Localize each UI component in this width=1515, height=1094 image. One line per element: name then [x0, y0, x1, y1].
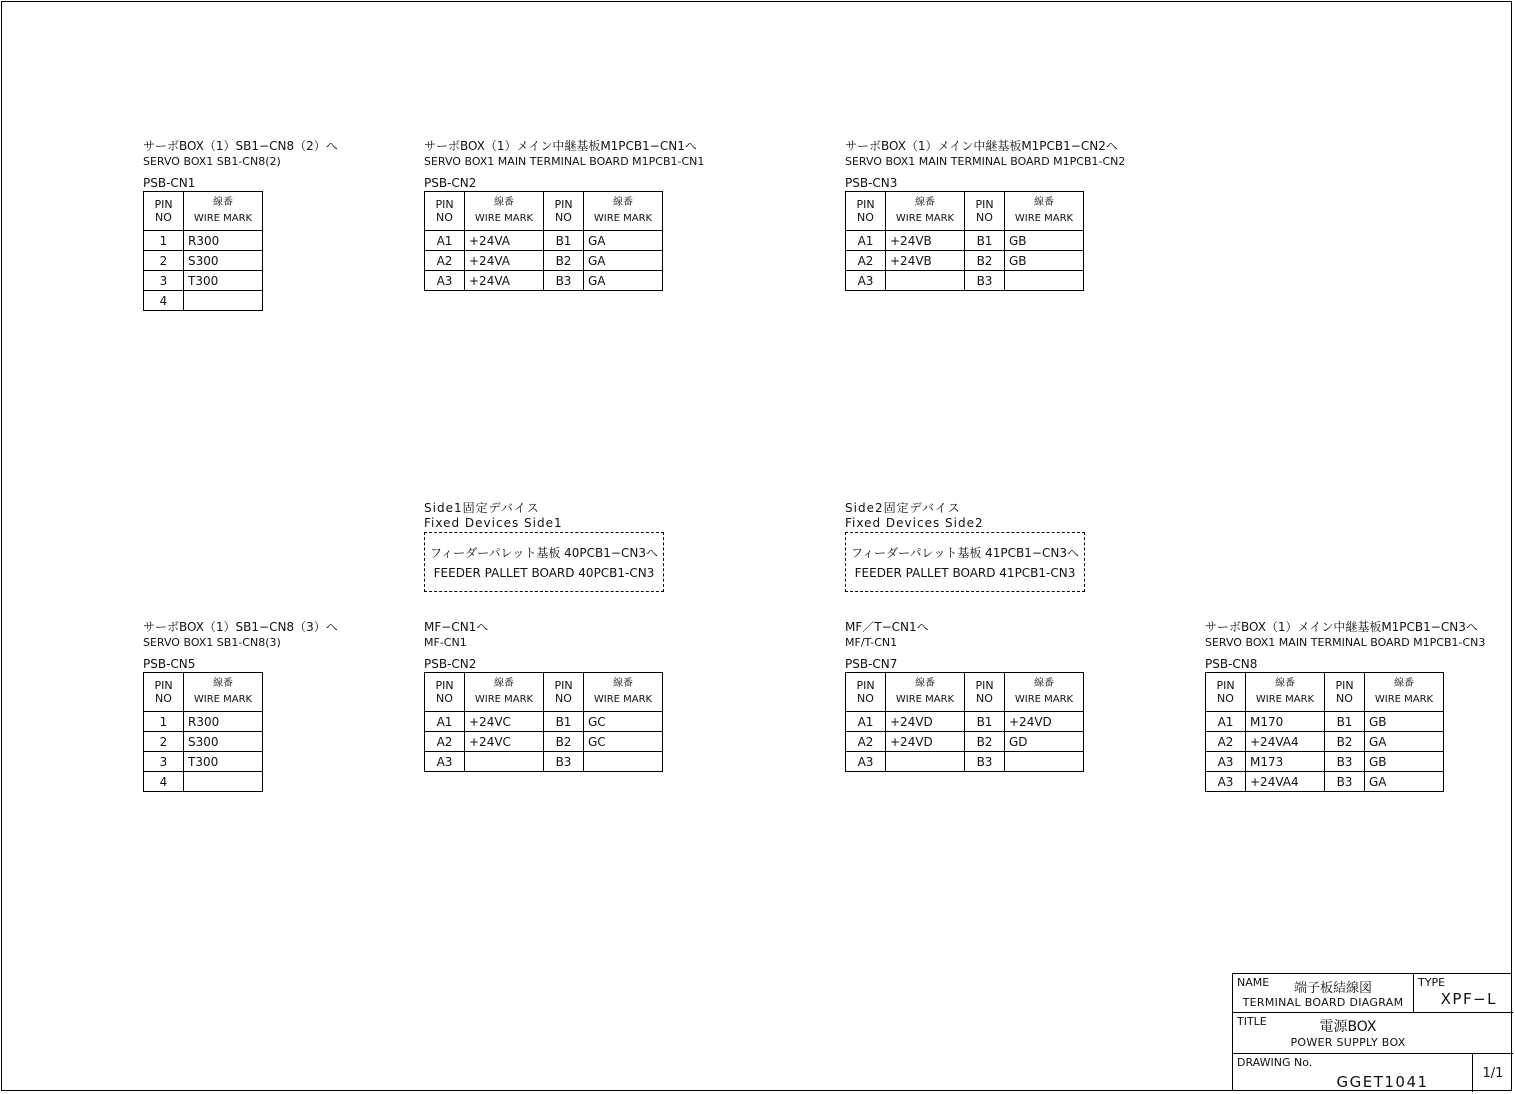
pin-table — [845, 672, 1084, 772]
pin-table-header — [425, 673, 663, 712]
drawing-cell — [1233, 1054, 1473, 1092]
pin-row — [846, 752, 1084, 772]
wire-mark: +24VD — [1005, 712, 1084, 732]
fixed-devices-title-jp: Side2固定デバイス — [845, 501, 961, 515]
drawing-label: DRAWING No. — [1237, 1056, 1313, 1069]
fixed-devices-box-jp: フィーダーパレット基板 40PCB1−CN3へ — [430, 546, 658, 560]
wire-mark: GA — [584, 271, 663, 291]
pin-no-header — [965, 192, 1005, 231]
wire-mark: T300 — [184, 752, 263, 772]
title-block — [1232, 973, 1512, 1091]
pin-header-line2: NO — [436, 692, 453, 705]
pin-table — [424, 672, 663, 772]
pin-header-line1: PIN — [856, 198, 875, 211]
wire-mark: M170 — [1246, 712, 1325, 732]
wire-mark: +24VD — [886, 712, 965, 732]
pin-number: B2 — [965, 732, 1005, 752]
wire-header-jp: 線番 — [1034, 197, 1054, 208]
pin-number: B2 — [544, 251, 584, 271]
pin-number: 3 — [144, 752, 184, 772]
pin-number: A2 — [1206, 732, 1246, 752]
connector-name: PSB-CN1 — [143, 176, 196, 190]
pin-header-line2: NO — [436, 211, 453, 224]
connector-block — [845, 620, 1084, 772]
pin-row — [144, 291, 263, 311]
wire-header-en: WIRE MARK — [895, 694, 955, 705]
pin-header-line2: NO — [1336, 692, 1353, 705]
pin-header-line1: PIN — [435, 679, 454, 692]
title-label: TITLE — [1237, 1015, 1267, 1028]
pin-number: 2 — [144, 732, 184, 752]
wire-mark: +24VA — [465, 271, 544, 291]
wire-mark-header — [465, 673, 544, 712]
wire-mark: +24VA — [465, 251, 544, 271]
wire-mark — [1005, 271, 1084, 291]
wire-mark — [184, 772, 263, 792]
pin-header-line2: NO — [155, 692, 172, 705]
pin-number: B3 — [544, 271, 584, 291]
pin-row — [846, 231, 1084, 251]
pin-header-line2: NO — [857, 692, 874, 705]
wire-mark — [886, 271, 965, 291]
pin-no-header — [144, 192, 184, 231]
pin-row — [846, 732, 1084, 752]
pin-header-line1: PIN — [856, 679, 875, 692]
wire-mark: T300 — [184, 271, 263, 291]
pin-number: B1 — [544, 231, 584, 251]
pin-number: A3 — [846, 271, 886, 291]
wire-mark — [184, 291, 263, 311]
pin-table-header — [144, 673, 263, 712]
connector-destination-en: MF/T-CN1 — [845, 636, 898, 649]
wire-mark — [465, 752, 544, 772]
wire-header-jp: 線番 — [494, 678, 514, 689]
pin-number: A3 — [846, 752, 886, 772]
wire-mark: GB — [1005, 251, 1084, 271]
wire-mark — [584, 752, 663, 772]
wire-header-jp: 線番 — [915, 678, 935, 689]
pin-number: B1 — [965, 231, 1005, 251]
wire-mark-header — [886, 192, 965, 231]
pin-table-header — [846, 192, 1084, 231]
type-value: XPF−L — [1440, 990, 1497, 1008]
pin-row — [425, 251, 663, 271]
fixed-devices-box — [424, 532, 664, 592]
connector-destination-jp: MF−CN1へ — [424, 620, 489, 634]
pin-row — [1206, 712, 1444, 732]
pin-number: B1 — [544, 712, 584, 732]
pin-number: A3 — [425, 271, 465, 291]
pin-row — [144, 752, 263, 772]
wire-header-en: WIRE MARK — [474, 213, 534, 224]
pin-number: B2 — [965, 251, 1005, 271]
title-cell — [1233, 1013, 1513, 1054]
wire-mark-header — [465, 192, 544, 231]
pin-row — [1206, 772, 1444, 792]
pin-table-header — [846, 673, 1084, 712]
wire-header-jp: 線番 — [613, 197, 633, 208]
pin-header-line1: PIN — [554, 679, 573, 692]
connector-block — [1205, 620, 1485, 792]
wire-header-en: WIRE MARK — [1014, 213, 1074, 224]
connector-name: PSB-CN3 — [845, 176, 898, 190]
pin-row — [144, 271, 263, 291]
pin-number: A1 — [425, 231, 465, 251]
wire-mark: GB — [1365, 712, 1444, 732]
pin-table — [143, 191, 263, 311]
wire-header-jp: 線番 — [1394, 678, 1414, 689]
type-cell — [1414, 974, 1513, 1013]
pin-table — [143, 672, 263, 792]
pin-no-header — [1325, 673, 1365, 712]
name-label: NAME — [1237, 976, 1270, 989]
pin-header-line2: NO — [555, 692, 572, 705]
connector-destination-en: SERVO BOX1 MAIN TERMINAL BOARD M1PCB1-CN2 — [845, 155, 1126, 168]
pin-row — [425, 271, 663, 291]
pin-number: B1 — [965, 712, 1005, 732]
pin-number: A2 — [846, 732, 886, 752]
pin-number: A3 — [425, 752, 465, 772]
wire-mark-header — [1005, 673, 1084, 712]
fixed-devices-side2 — [845, 501, 1085, 592]
pin-header-line1: PIN — [1216, 679, 1235, 692]
pin-number: B3 — [544, 752, 584, 772]
pin-header-line2: NO — [155, 211, 172, 224]
connector-destination-jp: サーボBOX（1）メイン中継基板M1PCB1−CN3へ — [1205, 620, 1478, 634]
wire-header-en: WIRE MARK — [593, 694, 653, 705]
wire-header-en: WIRE MARK — [895, 213, 955, 224]
wire-mark-header — [584, 192, 663, 231]
pin-number: A3 — [1206, 752, 1246, 772]
pin-number: A1 — [846, 712, 886, 732]
pin-number: A2 — [846, 251, 886, 271]
pin-table — [845, 191, 1084, 291]
fixed-devices-side1 — [424, 501, 664, 592]
wire-mark: +24VB — [886, 251, 965, 271]
pin-number: 1 — [144, 231, 184, 251]
pin-number: B3 — [1325, 772, 1365, 792]
wire-mark: +24VB — [886, 231, 965, 251]
pin-row — [144, 732, 263, 752]
pin-no-header — [144, 673, 184, 712]
drawing-number: GGET1041 — [1336, 1073, 1429, 1091]
wire-mark: GC — [584, 732, 663, 752]
connector-name: PSB-CN8 — [1205, 657, 1258, 671]
fixed-devices-box-jp: フィーダーパレット基板 41PCB1−CN3へ — [851, 546, 1079, 560]
pin-number: 1 — [144, 712, 184, 732]
wire-mark: GA — [1365, 772, 1444, 792]
pin-table-header — [1206, 673, 1444, 712]
pin-number: B1 — [1325, 712, 1365, 732]
wire-mark: GB — [1365, 752, 1444, 772]
pin-header-line1: PIN — [154, 198, 173, 211]
pin-no-header — [846, 192, 886, 231]
pin-number: B3 — [965, 752, 1005, 772]
pin-row — [846, 251, 1084, 271]
pin-no-header — [846, 673, 886, 712]
name-en: TERMINAL BOARD DIAGRAM — [1242, 996, 1404, 1009]
pin-row — [425, 732, 663, 752]
pin-table — [424, 191, 663, 291]
fixed-devices-box-en: FEEDER PALLET BOARD 41PCB1-CN3 — [854, 566, 1076, 580]
pin-number: A2 — [425, 251, 465, 271]
wire-mark: R300 — [184, 231, 263, 251]
wire-header-jp: 線番 — [915, 197, 935, 208]
sheet-number: 1/1 — [1482, 1066, 1504, 1081]
pin-row — [425, 752, 663, 772]
connector-block — [143, 620, 338, 792]
connector-name: PSB-CN2 — [424, 176, 477, 190]
type-label: TYPE — [1418, 976, 1446, 989]
wire-header-en: WIRE MARK — [193, 213, 253, 224]
wire-mark-header — [584, 673, 663, 712]
wire-header-jp: 線番 — [213, 197, 233, 208]
pin-header-line2: NO — [976, 692, 993, 705]
wire-mark: M173 — [1246, 752, 1325, 772]
pin-header-line2: NO — [857, 211, 874, 224]
name-cell — [1233, 974, 1414, 1013]
wire-mark: +24VC — [465, 712, 544, 732]
fixed-devices-box-en: FEEDER PALLET BOARD 40PCB1-CN3 — [433, 566, 655, 580]
name-jp: 端子板結線図 — [1293, 981, 1372, 996]
sheet-cell — [1473, 1054, 1513, 1092]
pin-number: B2 — [1325, 732, 1365, 752]
wire-header-en: WIRE MARK — [474, 694, 534, 705]
wire-header-jp: 線番 — [613, 678, 633, 689]
wire-header-en: WIRE MARK — [593, 213, 653, 224]
wire-mark: GA — [1365, 732, 1444, 752]
pin-number: B2 — [544, 732, 584, 752]
pin-number: A1 — [846, 231, 886, 251]
pin-number: B3 — [1325, 752, 1365, 772]
wire-mark: S300 — [184, 251, 263, 271]
connector-name: PSB-CN7 — [845, 657, 898, 671]
wire-header-jp: 線番 — [1034, 678, 1054, 689]
pin-row — [144, 712, 263, 732]
pin-number: A2 — [425, 732, 465, 752]
wire-mark: +24VA4 — [1246, 732, 1325, 752]
pin-header-line1: PIN — [975, 679, 994, 692]
fixed-devices-title-jp: Side1固定デバイス — [424, 501, 540, 515]
fixed-devices-box — [845, 532, 1085, 592]
pin-number: 4 — [144, 291, 184, 311]
pin-number: A3 — [1206, 772, 1246, 792]
wire-header-jp: 線番 — [494, 197, 514, 208]
pin-number: A1 — [425, 712, 465, 732]
connector-destination-en: SERVO BOX1 SB1-CN8(2) — [143, 155, 281, 168]
wire-mark: GC — [584, 712, 663, 732]
title-jp: 電源BOX — [1319, 1019, 1377, 1035]
pin-row — [846, 271, 1084, 291]
wire-mark: R300 — [184, 712, 263, 732]
connector-name: PSB-CN5 — [143, 657, 196, 671]
wire-mark: GA — [584, 251, 663, 271]
pin-table — [1205, 672, 1444, 792]
wire-mark-header — [1365, 673, 1444, 712]
pin-header-line1: PIN — [435, 198, 454, 211]
pin-header-line1: PIN — [554, 198, 573, 211]
pin-number: 2 — [144, 251, 184, 271]
pin-row — [425, 231, 663, 251]
pin-no-header — [544, 673, 584, 712]
pin-table-header — [425, 192, 663, 231]
pin-row — [144, 251, 263, 271]
pin-no-header — [1206, 673, 1246, 712]
connector-destination-en: SERVO BOX1 SB1-CN8(3) — [143, 636, 281, 649]
connector-name: PSB-CN2 — [424, 657, 477, 671]
title-en: POWER SUPPLY BOX — [1290, 1036, 1406, 1049]
connector-destination-jp: MF／T−CN1へ — [845, 620, 929, 634]
pin-header-line1: PIN — [975, 198, 994, 211]
wire-header-en: WIRE MARK — [1255, 694, 1315, 705]
wire-header-jp: 線番 — [1275, 678, 1295, 689]
pin-no-header — [425, 673, 465, 712]
pin-number: A1 — [1206, 712, 1246, 732]
pin-number: 4 — [144, 772, 184, 792]
wire-mark: +24VA4 — [1246, 772, 1325, 792]
pin-row — [144, 772, 263, 792]
fixed-devices-title-en: Fixed Devices Side1 — [424, 516, 563, 530]
pin-number: 3 — [144, 271, 184, 291]
pin-row — [144, 231, 263, 251]
connector-destination-en: SERVO BOX1 MAIN TERMINAL BOARD M1PCB1-CN1 — [424, 155, 705, 168]
pin-no-header — [425, 192, 465, 231]
pin-row — [425, 712, 663, 732]
pin-no-header — [965, 673, 1005, 712]
connector-destination-en: SERVO BOX1 MAIN TERMINAL BOARD M1PCB1-CN3 — [1205, 636, 1486, 649]
wire-mark: +24VC — [465, 732, 544, 752]
wire-mark — [886, 752, 965, 772]
wire-header-jp: 線番 — [213, 678, 233, 689]
pin-header-line1: PIN — [1335, 679, 1354, 692]
wire-header-en: WIRE MARK — [193, 694, 253, 705]
connector-block — [424, 620, 663, 772]
wire-mark-header — [886, 673, 965, 712]
pin-header-line1: PIN — [154, 679, 173, 692]
wire-mark: GB — [1005, 231, 1084, 251]
connector-block — [845, 139, 1125, 291]
connector-block — [143, 139, 338, 311]
wire-mark: +24VD — [886, 732, 965, 752]
pin-table-header — [144, 192, 263, 231]
wire-mark-header — [1005, 192, 1084, 231]
wire-mark — [1005, 752, 1084, 772]
pin-header-line2: NO — [1217, 692, 1234, 705]
connector-destination-jp: サーボBOX（1）メイン中継基板M1PCB1−CN1へ — [424, 139, 697, 153]
pin-no-header — [544, 192, 584, 231]
pin-header-line2: NO — [976, 211, 993, 224]
wire-header-en: WIRE MARK — [1014, 694, 1074, 705]
connector-destination-jp: サーボBOX（1）メイン中継基板M1PCB1−CN2へ — [845, 139, 1118, 153]
pin-row — [1206, 752, 1444, 772]
wire-mark: GD — [1005, 732, 1084, 752]
pin-row — [846, 712, 1084, 732]
connector-block — [424, 139, 704, 291]
fixed-devices-title-en: Fixed Devices Side2 — [845, 516, 984, 530]
connector-destination-en: MF-CN1 — [424, 636, 467, 649]
wire-mark-header — [1246, 673, 1325, 712]
pin-number: B3 — [965, 271, 1005, 291]
connector-destination-jp: サーボBOX（1）SB1−CN8（2）へ — [143, 139, 338, 153]
pin-row — [1206, 732, 1444, 752]
wire-mark-header — [184, 192, 263, 231]
wire-mark: GA — [584, 231, 663, 251]
wire-mark: S300 — [184, 732, 263, 752]
wire-mark-header — [184, 673, 263, 712]
wire-header-en: WIRE MARK — [1374, 694, 1434, 705]
wire-mark: +24VA — [465, 231, 544, 251]
pin-header-line2: NO — [555, 211, 572, 224]
connector-destination-jp: サーボBOX（1）SB1−CN8（3）へ — [143, 620, 338, 634]
